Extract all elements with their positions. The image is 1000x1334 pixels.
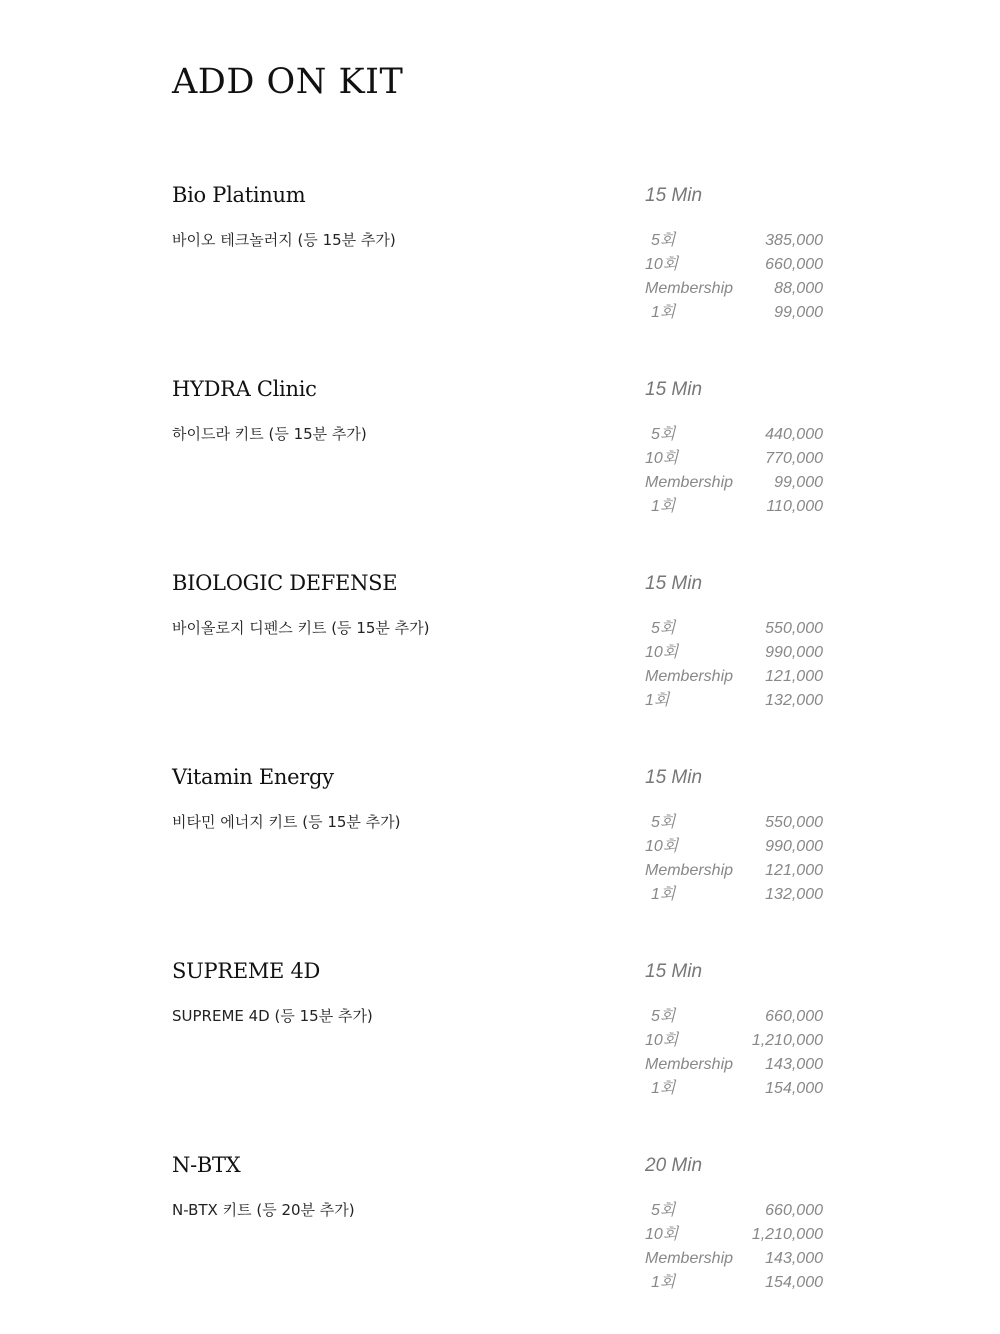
price-label: 10회 bbox=[645, 256, 679, 273]
kit-description: 바이올로지 디펜스 키트 (등 15분 추가) bbox=[172, 619, 430, 637]
kit-description: SUPREME 4D (등 15분 추가) bbox=[172, 1007, 373, 1025]
kit-description: 바이오 테크놀러지 (등 15분 추가) bbox=[172, 231, 396, 249]
kit-section-n-btx bbox=[0, 1153, 1000, 1323]
price-value: 990,000 bbox=[765, 838, 823, 855]
kit-description: N-BTX 키트 (등 20분 추가) bbox=[172, 1201, 355, 1219]
price-value: 154,000 bbox=[765, 1274, 823, 1291]
kit-name: HYDRA Clinic bbox=[172, 377, 317, 401]
kit-section-biologic-defense bbox=[0, 571, 1000, 741]
price-value: 1,210,000 bbox=[751, 1226, 823, 1243]
price-row bbox=[645, 229, 825, 253]
price-row bbox=[645, 1029, 825, 1053]
price-row bbox=[645, 301, 825, 325]
price-label: 5회 bbox=[651, 1202, 676, 1219]
price-value: 99,000 bbox=[774, 474, 823, 491]
price-value: 660,000 bbox=[765, 256, 823, 273]
price-value: 660,000 bbox=[765, 1008, 823, 1025]
kit-duration: 20 Min bbox=[645, 1155, 703, 1176]
price-label: Membership bbox=[645, 862, 734, 879]
price-label: 10회 bbox=[645, 1032, 679, 1049]
price-label: Membership bbox=[645, 668, 734, 685]
price-row bbox=[645, 1247, 825, 1271]
kit-name: SUPREME 4D bbox=[172, 959, 321, 983]
price-value: 132,000 bbox=[765, 692, 823, 709]
price-label: Membership bbox=[645, 1250, 734, 1267]
price-row bbox=[645, 665, 825, 689]
kit-section-supreme-4d bbox=[0, 959, 1000, 1129]
kit-description: 비타민 에너지 키트 (등 15분 추가) bbox=[172, 813, 401, 831]
kit-duration: 15 Min bbox=[645, 961, 703, 982]
price-value: 132,000 bbox=[765, 886, 823, 903]
kit-description: 하이드라 키트 (등 15분 추가) bbox=[172, 425, 367, 443]
price-row bbox=[645, 1199, 825, 1223]
price-label: 5회 bbox=[651, 1008, 676, 1025]
price-list bbox=[645, 1005, 825, 1101]
kit-duration: 15 Min bbox=[645, 185, 703, 206]
price-row bbox=[645, 835, 825, 859]
price-value: 770,000 bbox=[765, 450, 823, 467]
price-row bbox=[645, 471, 825, 495]
price-row bbox=[645, 253, 825, 277]
kit-duration: 15 Min bbox=[645, 573, 703, 594]
price-label: 5회 bbox=[651, 620, 676, 637]
price-value: 110,000 bbox=[766, 498, 823, 515]
price-row bbox=[645, 1005, 825, 1029]
kit-duration: 15 Min bbox=[645, 767, 703, 788]
price-label: 5회 bbox=[651, 814, 676, 831]
price-label: Membership bbox=[645, 1056, 734, 1073]
price-value: 1,210,000 bbox=[751, 1032, 823, 1049]
price-row bbox=[645, 1271, 825, 1295]
kit-name: Vitamin Energy bbox=[172, 765, 334, 789]
price-label: 1회 bbox=[651, 304, 676, 321]
price-row bbox=[645, 641, 825, 665]
price-list bbox=[645, 229, 825, 325]
page-title: ADD ON KIT bbox=[172, 62, 404, 102]
price-list bbox=[645, 617, 825, 713]
kit-section-bio-platinum bbox=[0, 183, 1000, 353]
price-value: 990,000 bbox=[765, 644, 823, 661]
price-row bbox=[645, 617, 825, 641]
price-row bbox=[645, 1223, 825, 1247]
price-label: 10회 bbox=[645, 644, 679, 661]
price-value: 550,000 bbox=[765, 814, 823, 831]
price-row bbox=[645, 447, 825, 471]
price-label: Membership bbox=[645, 474, 734, 491]
price-value: 88,000 bbox=[774, 280, 823, 297]
price-label: 5회 bbox=[651, 426, 676, 443]
price-label: 5회 bbox=[651, 232, 676, 249]
price-label: 10회 bbox=[645, 1226, 679, 1243]
price-label: Membership bbox=[645, 280, 734, 297]
price-label: 1회 bbox=[651, 498, 676, 515]
price-list bbox=[645, 1199, 825, 1295]
price-value: 121,000 bbox=[765, 668, 823, 685]
kit-name: N-BTX bbox=[172, 1153, 241, 1177]
price-list bbox=[645, 423, 825, 519]
price-label: 1회 bbox=[645, 692, 670, 709]
price-label: 1회 bbox=[651, 1080, 676, 1097]
price-value: 385,000 bbox=[765, 232, 823, 249]
price-label: 10회 bbox=[645, 838, 679, 855]
price-row bbox=[645, 811, 825, 835]
price-row bbox=[645, 859, 825, 883]
kit-name: BIOLOGIC DEFENSE bbox=[172, 571, 398, 595]
price-row bbox=[645, 1053, 825, 1077]
price-value: 660,000 bbox=[765, 1202, 823, 1219]
kit-section-vitamin-energy bbox=[0, 765, 1000, 935]
kit-duration: 15 Min bbox=[645, 379, 703, 400]
kit-section-hydra-clinic bbox=[0, 377, 1000, 547]
price-value: 121,000 bbox=[765, 862, 823, 879]
price-value: 154,000 bbox=[765, 1080, 823, 1097]
price-row bbox=[645, 689, 825, 713]
price-value: 550,000 bbox=[765, 620, 823, 637]
price-row bbox=[645, 1077, 825, 1101]
price-value: 440,000 bbox=[765, 426, 823, 443]
price-value: 143,000 bbox=[765, 1056, 823, 1073]
price-row bbox=[645, 423, 825, 447]
price-value: 143,000 bbox=[765, 1250, 823, 1267]
price-label: 10회 bbox=[645, 450, 679, 467]
price-row bbox=[645, 883, 825, 907]
price-list bbox=[645, 811, 825, 907]
price-row bbox=[645, 495, 825, 519]
price-label: 1회 bbox=[651, 886, 676, 903]
price-value: 99,000 bbox=[774, 304, 823, 321]
kit-name: Bio Platinum bbox=[172, 183, 306, 207]
price-row bbox=[645, 277, 825, 301]
price-label: 1회 bbox=[651, 1274, 676, 1291]
